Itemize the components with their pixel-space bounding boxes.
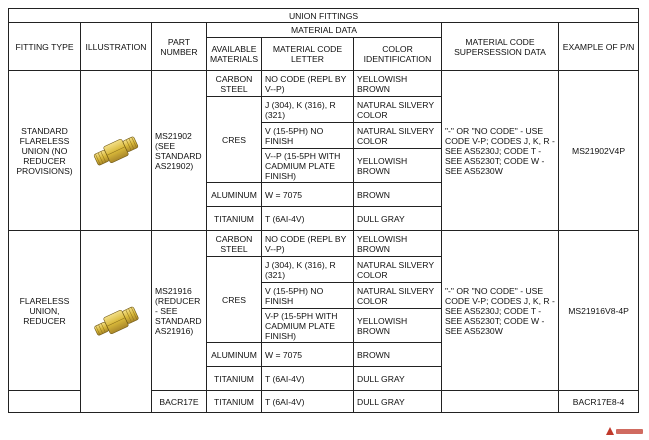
material-cell: TITANIUM	[207, 207, 262, 231]
header-supersession: MATERIAL CODE SUPERSESSION DATA	[442, 23, 559, 71]
table-title: UNION FITTINGS	[9, 9, 639, 23]
color-cell: YELLOWISH BROWN	[354, 149, 442, 183]
color-cell: BROWN	[354, 183, 442, 207]
color-cell: YELLOWISH BROWN	[354, 309, 442, 343]
code-cell: J (304), K (316), R (321)	[262, 97, 354, 123]
color-cell: NATURAL SILVERY COLOR	[354, 257, 442, 283]
code-cell: T (6AI-4V)	[262, 207, 354, 231]
material-cell: TITANIUM	[207, 391, 262, 413]
part-number-cell: MS21916 (REDUCER - SEE STANDARD AS21916)	[152, 231, 207, 391]
supersession-cell: "-" OR "NO CODE" - USE CODE V-P; CODES J, K, R - SEE AS5230J; CODE T - SEE AS5230T; CODE W - SEE AS5230W	[442, 231, 559, 391]
supersession-cell: "-" OR "NO CODE" - USE CODE V-P; CODES J, K, R - SEE AS5230J; CODE T - SEE AS5230T; CODE W - SEE AS5230W	[442, 71, 559, 231]
material-cell: CRES	[207, 257, 262, 343]
code-cell: NO CODE (REPL BY V--P)	[262, 71, 354, 97]
color-cell: NATURAL SILVERY COLOR	[354, 283, 442, 309]
material-cell: ALUMINUM	[207, 183, 262, 207]
material-cell: CRES	[207, 97, 262, 183]
header-material-data: MATERIAL DATA	[207, 23, 442, 38]
fitting-type-cell: STANDARD FLARELESS UNION (NO REDUCER PROVISIONS)	[9, 71, 81, 231]
illustration-cell	[81, 71, 152, 231]
part-number-cell: BACR17E	[152, 391, 207, 413]
empty-fitting-type-cell	[9, 391, 81, 413]
material-cell: CARBON STEEL	[207, 71, 262, 97]
color-cell: DULL GRAY	[354, 391, 442, 413]
header-material-code-letter: MATERIAL CODE LETTER	[262, 38, 354, 71]
code-cell: V--P (15-5PH WITH CADMIUM PLATE FINISH)	[262, 149, 354, 183]
header-available-materials: AVAILABLE MATERIALS	[207, 38, 262, 71]
color-cell: NATURAL SILVERY COLOR	[354, 97, 442, 123]
color-cell: DULL GRAY	[354, 207, 442, 231]
header-color-identification: COLOR IDENTIFICATION	[354, 38, 442, 71]
illustration-cell	[81, 231, 152, 413]
part-number-cell: MS21902 (SEE STANDARD AS21902)	[152, 71, 207, 231]
material-cell: CARBON STEEL	[207, 231, 262, 257]
header-example-pn: EXAMPLE OF P/N	[559, 23, 639, 71]
code-cell: T (6AI-4V)	[262, 367, 354, 391]
header-illustration: ILLUSTRATION	[81, 23, 152, 71]
header-fitting-type: FITTING TYPE	[9, 23, 81, 71]
material-cell: TITANIUM	[207, 367, 262, 391]
color-cell: DULL GRAY	[354, 367, 442, 391]
empty-supersession-cell	[442, 391, 559, 413]
code-cell: T (6AI-4V)	[262, 391, 354, 413]
table-row	[9, 71, 639, 97]
example-cell: MS21916V8-4P	[559, 231, 639, 391]
example-cell: BACR17E8-4	[559, 391, 639, 413]
code-cell: V-P (15-5PH WITH CADMIUM PLATE FINISH)	[262, 309, 354, 343]
fitting-type-cell: FLARELESS UNION, REDUCER	[9, 231, 81, 391]
color-cell: BROWN	[354, 343, 442, 367]
code-cell: V (15-5PH) NO FINISH	[262, 283, 354, 309]
color-cell: YELLOWISH BROWN	[354, 71, 442, 97]
code-cell: V (15-5PH) NO FINISH	[262, 123, 354, 149]
material-cell: ALUMINUM	[207, 343, 262, 367]
code-cell: W = 7075	[262, 343, 354, 367]
site-logo-icon	[605, 426, 645, 438]
code-cell: W = 7075	[262, 183, 354, 207]
color-cell: YELLOWISH BROWN	[354, 231, 442, 257]
header-part-number: PART NUMBER	[152, 23, 207, 71]
color-cell: NATURAL SILVERY COLOR	[354, 123, 442, 149]
code-cell: J (304), K (316), R (321)	[262, 257, 354, 283]
example-cell: MS21902V4P	[559, 71, 639, 231]
union-fittings-table	[8, 8, 639, 413]
code-cell: NO CODE (REPL BY V--P)	[262, 231, 354, 257]
table-row	[9, 231, 639, 257]
reducer-union-fitting-icon	[91, 302, 141, 342]
union-fitting-icon	[91, 131, 141, 171]
